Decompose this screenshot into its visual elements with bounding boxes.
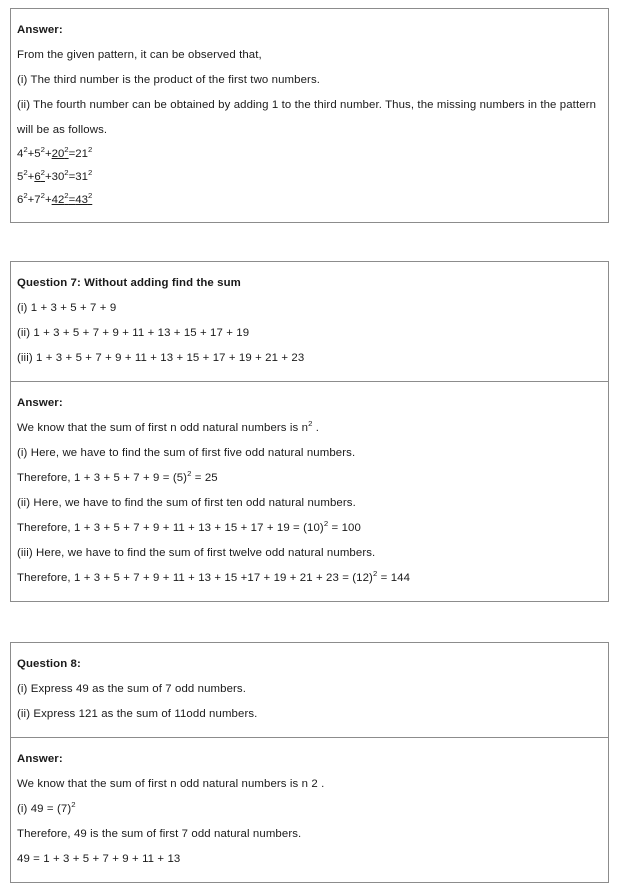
text-line: From the given pattern, it can be observed that,: [17, 49, 262, 61]
equation-base: +: [44, 194, 52, 206]
question-section: [11, 643, 608, 737]
equation-base: +7: [27, 194, 41, 206]
superscript: 2: [372, 569, 378, 579]
equation-exponent: 2: [23, 168, 28, 178]
equation-term: [68, 145, 93, 160]
text-line: (iii) 1 + 3 + 5 + 7 + 9 + 11 + 13 + 15 + 17 + 19 + 21 + 23: [17, 352, 305, 364]
question-section: [11, 262, 608, 381]
text-line: (iii) Here, we have to find the sum of first twelve odd natural numbers.: [17, 547, 376, 559]
question-box: [10, 8, 609, 223]
superscript: 2: [187, 469, 192, 479]
text-line: (i) Here, we have to find the sum of first five odd natural numbers.: [17, 447, 356, 459]
superscript: 2: [323, 519, 329, 529]
equation-base: 6: [17, 194, 24, 206]
text-run-tail: = 25: [191, 472, 218, 484]
equation-exponent: 2: [64, 145, 69, 155]
section-heading: Answer:: [17, 24, 63, 36]
equation-term: [44, 168, 69, 183]
text-run: (i) 49 = (7): [17, 803, 72, 815]
equation-base: +: [27, 171, 35, 183]
equation-exponent: 2: [40, 191, 45, 201]
equation-exponent: 2: [23, 191, 28, 201]
equation-term: [68, 168, 93, 183]
equation-base: =31: [68, 171, 88, 183]
text-run: Therefore, 1 + 3 + 5 + 7 + 9 + 11 + 13 + 15 +17 + 19 + 21 + 23 = (12): [17, 572, 373, 584]
text-run-tail: .: [312, 422, 320, 434]
question-box: [10, 642, 609, 883]
equation-exponent: 2: [64, 191, 69, 201]
answer-section: [11, 9, 608, 222]
equation-term: [17, 168, 28, 183]
text-run: We know that the sum of first n odd natural numbers is n: [17, 422, 309, 434]
page-top-spacer: [10, 0, 609, 8]
text-run: Therefore, 1 + 3 + 5 + 7 + 9 = (5): [17, 472, 188, 484]
block-spacer: [10, 602, 609, 642]
equation-term-underlined: [34, 168, 45, 183]
equation-base: +5: [27, 148, 41, 160]
text-line: 49 = 1 + 3 + 5 + 7 + 9 + 11 + 13: [17, 853, 181, 865]
text-line: [17, 797, 602, 822]
equation-base: 5: [17, 171, 24, 183]
equation-term: [17, 191, 28, 206]
section-heading: Answer:: [17, 753, 63, 765]
equation-exponent: 2: [40, 168, 45, 178]
text-line: (i) The third number is the product of the first two numbers.: [17, 74, 321, 86]
equation-term: [45, 194, 52, 206]
equation-base: 43: [75, 194, 88, 206]
equation-term: [27, 145, 45, 160]
question-box: [10, 261, 609, 602]
superscript: 2: [71, 800, 76, 810]
answer-section: [11, 381, 608, 601]
equation-exponent: 2: [23, 145, 28, 155]
equation-base: +30: [44, 171, 65, 183]
text-line: [17, 566, 602, 591]
equation-exponent: 2: [87, 191, 93, 201]
text-line: (ii) Express 121 as the sum of 11odd numbers.: [17, 708, 258, 720]
text-line: Therefore, 49 is the sum of first 7 odd natural numbers.: [17, 828, 302, 840]
section-heading: Question 7: Without adding find the sum: [17, 277, 241, 289]
equation-line: [17, 143, 602, 166]
block-spacer: [10, 223, 609, 261]
text-line: (ii) 1 + 3 + 5 + 7 + 9 + 11 + 13 + 15 + 17 + 19: [17, 327, 250, 339]
answer-section: [11, 737, 608, 882]
equation-line: [17, 189, 602, 212]
text-run-tail: = 144: [377, 572, 411, 584]
equation-term: [17, 145, 28, 160]
text-line: [17, 416, 602, 441]
equation-base: +: [44, 148, 52, 160]
equation-base: 4: [17, 148, 24, 160]
equation-base: =: [68, 194, 76, 206]
equation-exponent: 2: [40, 145, 45, 155]
equation-base: 20: [51, 148, 65, 160]
text-line: (ii) Here, we have to find the sum of first ten odd natural numbers.: [17, 497, 356, 509]
equation-base: 42: [51, 194, 65, 206]
text-line: (i) 1 + 3 + 5 + 7 + 9: [17, 302, 117, 314]
text-run-tail: = 100: [328, 522, 361, 534]
section-heading: Answer:: [17, 397, 63, 409]
text-line: (i) Express 49 as the sum of 7 odd numbers.: [17, 683, 247, 695]
equation-term: [27, 191, 45, 206]
equation-exponent: 2: [87, 168, 93, 178]
question-block-list: [10, 8, 609, 883]
equation-line: [17, 166, 602, 189]
text-line: We know that the sum of first n odd natural numbers is n 2 .: [17, 778, 325, 790]
equation-term-underlined: [51, 191, 69, 206]
text-line: (ii) The fourth number can be obtained by adding 1 to the third number. Thus, the missing numbers in the pattern will be as follows.: [17, 99, 600, 136]
equation-term: [45, 148, 52, 160]
text-line: [17, 466, 602, 491]
equation-exponent: 2: [87, 145, 93, 155]
text-line: [17, 516, 602, 541]
section-heading: Question 8:: [17, 658, 81, 670]
equation-base: =21: [68, 148, 88, 160]
equation-term-underlined: [75, 191, 93, 206]
superscript: 2: [308, 419, 313, 429]
equation-base: 6: [34, 171, 41, 183]
equation-term-underlined: [51, 145, 69, 160]
equation-exponent: 2: [64, 168, 69, 178]
text-run: Therefore, 1 + 3 + 5 + 7 + 9 + 11 + 13 + 15 + 17 + 19 = (10): [17, 522, 324, 534]
